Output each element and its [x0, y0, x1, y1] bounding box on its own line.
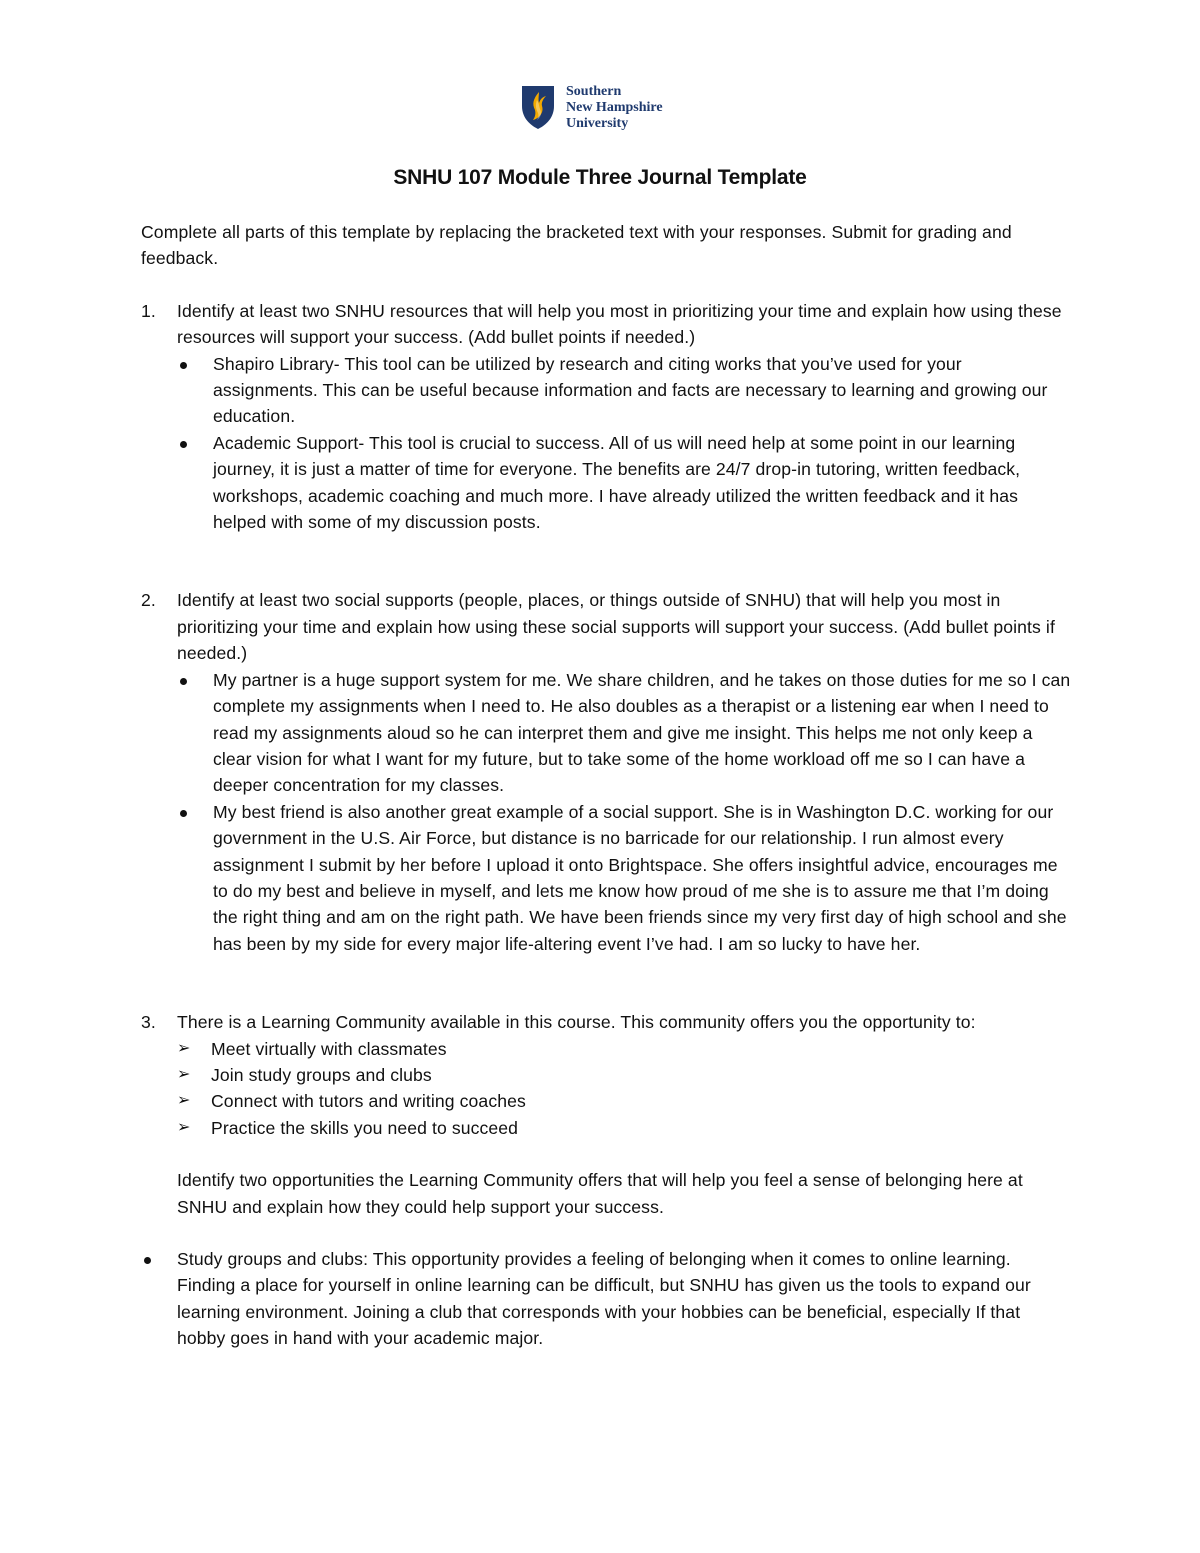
- question-3: [141, 1009, 1071, 1035]
- spacer: [141, 535, 1071, 587]
- bullet-text: Study groups and clubs: This opportunity provides a feeling of belonging when it comes to online learning. Finding a place for yourself in online learning can be difficult, but SNHU has given us the tools to expand our learning environment. Joining a club that corresponds with your hobbies can be beneficial, especially If that hobby goes in hand with your academic major.: [177, 1249, 1031, 1349]
- list-item: [177, 351, 1071, 430]
- list-item: [177, 799, 1071, 957]
- arrow-item-text: Connect with tutors and writing coaches: [211, 1091, 526, 1112]
- page-title: SNHU 107 Module Three Journal Template: [393, 166, 807, 189]
- logo-line-university: University: [566, 116, 629, 131]
- question-2: [141, 587, 1071, 957]
- question-1: [141, 298, 1071, 536]
- list-item: [141, 1246, 1071, 1352]
- spacer: [141, 957, 1071, 1009]
- bullet-icon: [144, 1257, 151, 1264]
- bullet-list: [177, 351, 1071, 536]
- question-prompt: There is a Learning Community available in this course. This community offers you the opportunity to:: [177, 1012, 976, 1033]
- list-item: [141, 1062, 1071, 1088]
- list-item: [141, 1036, 1071, 1062]
- document-body: [141, 219, 1071, 1352]
- question-prompt: Identify at least two SNHU resources that will help you most in prioritizing your time and explain how using these resources will support your success. (Add bullet points if needed.): [177, 300, 1062, 348]
- logo-line-new-hampshire: New Hampshire: [566, 100, 663, 115]
- question-prompt: Identify at least two social supports (people, places, or things outside of SNHU) that will help you most in prioritizing your time and explain how using these social supports will support your success. (Add bullet points if needed.): [177, 590, 1055, 664]
- bullet-icon: [180, 362, 187, 369]
- arrow-list: [141, 1036, 1071, 1142]
- shield-flame-icon: [520, 84, 556, 130]
- bullet-text: Academic Support- This tool is crucial to success. All of us will need help at some point in our learning journey, it is just a matter of time for everyone. The benefits are 24/7 drop-in tutoring, written feedback, workshops, academic coaching and much more. I have already utilized the written feedback and it has helped with some of my discussion posts.: [213, 432, 1021, 533]
- arrow-bullet-icon: ➢: [177, 1118, 191, 1136]
- snhu-logo: [520, 84, 690, 134]
- logo-wordmark: [566, 84, 663, 132]
- arrow-item-text: Meet virtually with classmates: [211, 1038, 447, 1059]
- list-item: [141, 1115, 1071, 1141]
- bullet-list: [141, 1246, 1071, 1352]
- arrow-item-text: Join study groups and clubs: [211, 1064, 432, 1085]
- list-item: [177, 667, 1071, 799]
- question-number: 1.: [141, 300, 156, 321]
- bullet-text: Shapiro Library- This tool can be utilized by research and citing works that you’ve used for your assignments. This can be useful because information and facts are necessary to learning and growing our education.: [213, 353, 1048, 427]
- bullet-icon: [180, 441, 187, 448]
- intro-paragraph: Complete all parts of this template by replacing the bracketed text with your responses. Submit for grading and feedback.: [141, 222, 1012, 269]
- question-number: 2.: [141, 590, 156, 611]
- list-item: [177, 430, 1071, 536]
- bullet-icon: [180, 678, 187, 685]
- arrow-bullet-icon: ➢: [177, 1065, 191, 1083]
- arrow-bullet-icon: ➢: [177, 1039, 191, 1057]
- logo-line-southern: Southern: [566, 84, 622, 99]
- arrow-bullet-icon: ➢: [177, 1092, 191, 1110]
- question-number: 3.: [141, 1012, 156, 1033]
- follow-up-prompt: Identify two opportunities the Learning Community offers that will help you feel a sense of belonging here at SNHU and explain how they could help support your success.: [177, 1170, 1023, 1217]
- arrow-item-text: Practice the skills you need to succeed: [211, 1117, 519, 1138]
- bullet-text: My partner is a huge support system for me. We share children, and he takes on those duties for me so I can complete my assignments when I need to. He also doubles as a therapist or a listening ear when I need to read my assignments aloud so he can interpret them and give me insight. This helps me not only keep a clear vision for what I want for my future, but to take some of the home workload off me so I can have a deeper concentration for my classes.: [213, 669, 1071, 796]
- bullet-list: [177, 667, 1071, 957]
- bullet-icon: [180, 810, 187, 817]
- list-item: [141, 1088, 1071, 1114]
- bullet-text: My best friend is also another great example of a social support. She is in Washington D.C. working for our government in the U.S. Air Force, but distance is no barricade for our relationship. I run almost every assignment I submit by her before I upload it onto Brightspace. She offers insightful advice, encourages me to do my best and believe in myself, and lets me know how proud of me she is to assure me that I’m doing the right thing and am on the right path. We have been friends since my very first day of high school and she has been by my side for every major life-altering event I’ve had. I am so lucky to have her.: [213, 801, 1067, 954]
